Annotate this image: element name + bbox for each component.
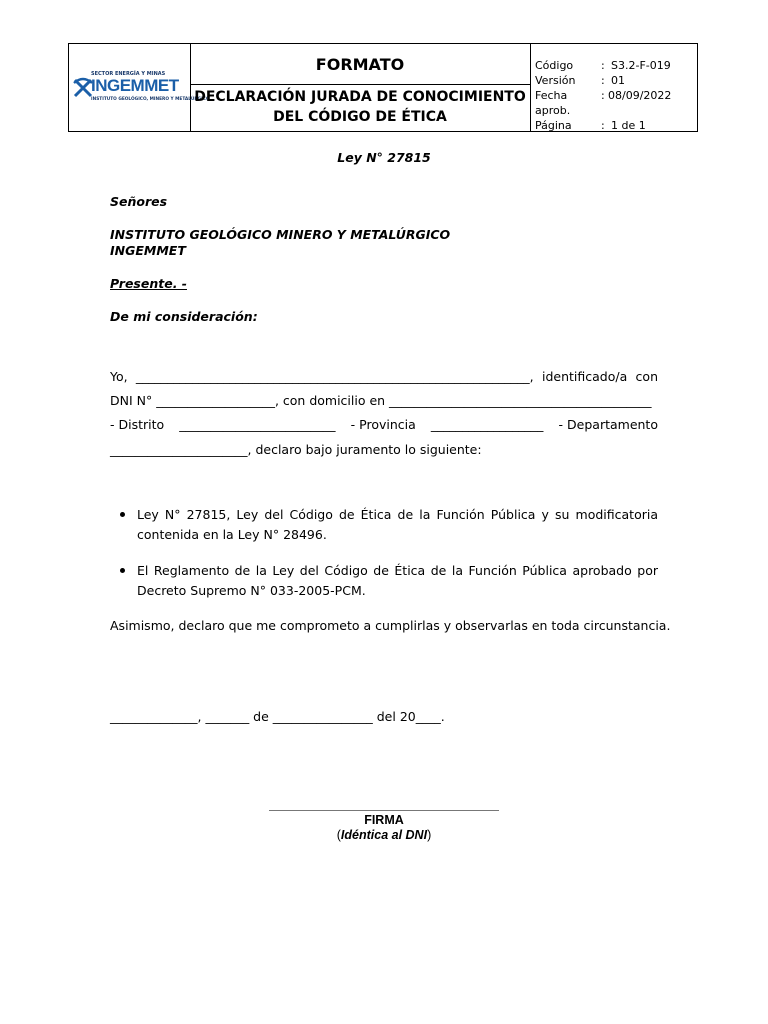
name-line [110, 369, 658, 384]
meta-row [535, 118, 671, 133]
list-item-text: Ley N° 27815, Ley del Código de Ética de la Función Pública y su modificatoria contenida en la Ley N° 28496. [137, 507, 658, 542]
bullet-icon [120, 568, 125, 573]
header-table [68, 43, 698, 132]
meta-row [535, 88, 671, 118]
meta-key: Versión [535, 74, 576, 87]
ingemmet-logo [73, 71, 210, 107]
name-blank[interactable]: _______________________________________________________________, [135, 369, 534, 384]
provincia-label: - Provincia [350, 417, 416, 432]
signature-note-close: ) [427, 828, 432, 842]
salutation: Señores [110, 194, 168, 209]
meta-sep: : [601, 89, 605, 102]
name-line-con: con [635, 369, 658, 384]
meta-row [535, 73, 671, 88]
departamento-label: - Departamento [558, 417, 658, 432]
logo-bottom-text: INSTITUTO GEOLÓGICO, MINERO Y METALÚRGICO [91, 97, 210, 102]
title-cell [190, 44, 531, 131]
logo-cell [69, 44, 210, 131]
document-title-line2: DEL CÓDIGO DE ÉTICA [273, 109, 447, 125]
presente: Presente. - [110, 276, 187, 291]
meta-sep: : [601, 74, 605, 87]
logo-top-text: SECTOR ENERGÍA Y MINAS [91, 71, 166, 77]
departamento-line[interactable]: ______________________, declaro bajo juramento lo siguiente: [110, 442, 482, 457]
meta-sep: : [601, 119, 605, 132]
distrito-label: - Distrito [110, 417, 165, 432]
distrito-blank[interactable]: _________________________ [179, 417, 336, 432]
document-type: FORMATO [190, 44, 530, 85]
institution-line1: INSTITUTO GEOLÓGICO MINERO Y METALÚRGICO [110, 227, 451, 242]
meta-value: 01 [611, 74, 625, 87]
meta-row [535, 58, 671, 73]
meta-value: 08/09/2022 [608, 89, 672, 102]
provincia-blank[interactable]: __________________ [430, 417, 544, 432]
document-title [190, 87, 530, 127]
signature-label: FIRMA [364, 813, 404, 827]
name-line-ident: identificado/a [541, 369, 628, 384]
meta-key: Fecha aprob. [535, 89, 571, 117]
law-heading: Ley N° 27815 [337, 150, 431, 165]
consideracion: De mi consideración: [110, 309, 258, 324]
signature-note-open: ( [336, 828, 341, 842]
bullet-icon [120, 512, 125, 517]
list-item-text: El Reglamento de la Ley del Código de Ética de la Función Pública aprobado por Decreto Supremo N° 033-2005-PCM. [137, 563, 658, 598]
document-meta [535, 58, 671, 133]
location-line [110, 417, 658, 432]
logo-name: INGEMMET [91, 76, 179, 95]
meta-key: Página [535, 119, 572, 132]
date-line[interactable]: ______________, _______ de ________________ del 20____. [110, 709, 445, 724]
commitment-text: Asimismo, declaro que me comprometo a cumplirlas y observarlas en toda circunstancia. [110, 618, 671, 633]
document-title-line1: DECLARACIÓN JURADA DE CONOCIMIENTO [194, 89, 526, 105]
signature-note-text: Idéntica al DNI [340, 828, 428, 842]
institution-line2: INGEMMET [110, 243, 186, 258]
signature-line [269, 810, 499, 811]
meta-sep: : [601, 59, 605, 72]
meta-key: Código [535, 59, 574, 72]
meta-value: 1 de 1 [611, 119, 646, 132]
pickaxe-icon [73, 77, 93, 99]
meta-value: S3.2-F-019 [611, 59, 671, 72]
name-line-label: Yo, [110, 369, 128, 384]
dni-line[interactable]: DNI N° ___________________, con domicilio en __________________________________________ [110, 393, 652, 408]
signature-note [269, 828, 499, 842]
